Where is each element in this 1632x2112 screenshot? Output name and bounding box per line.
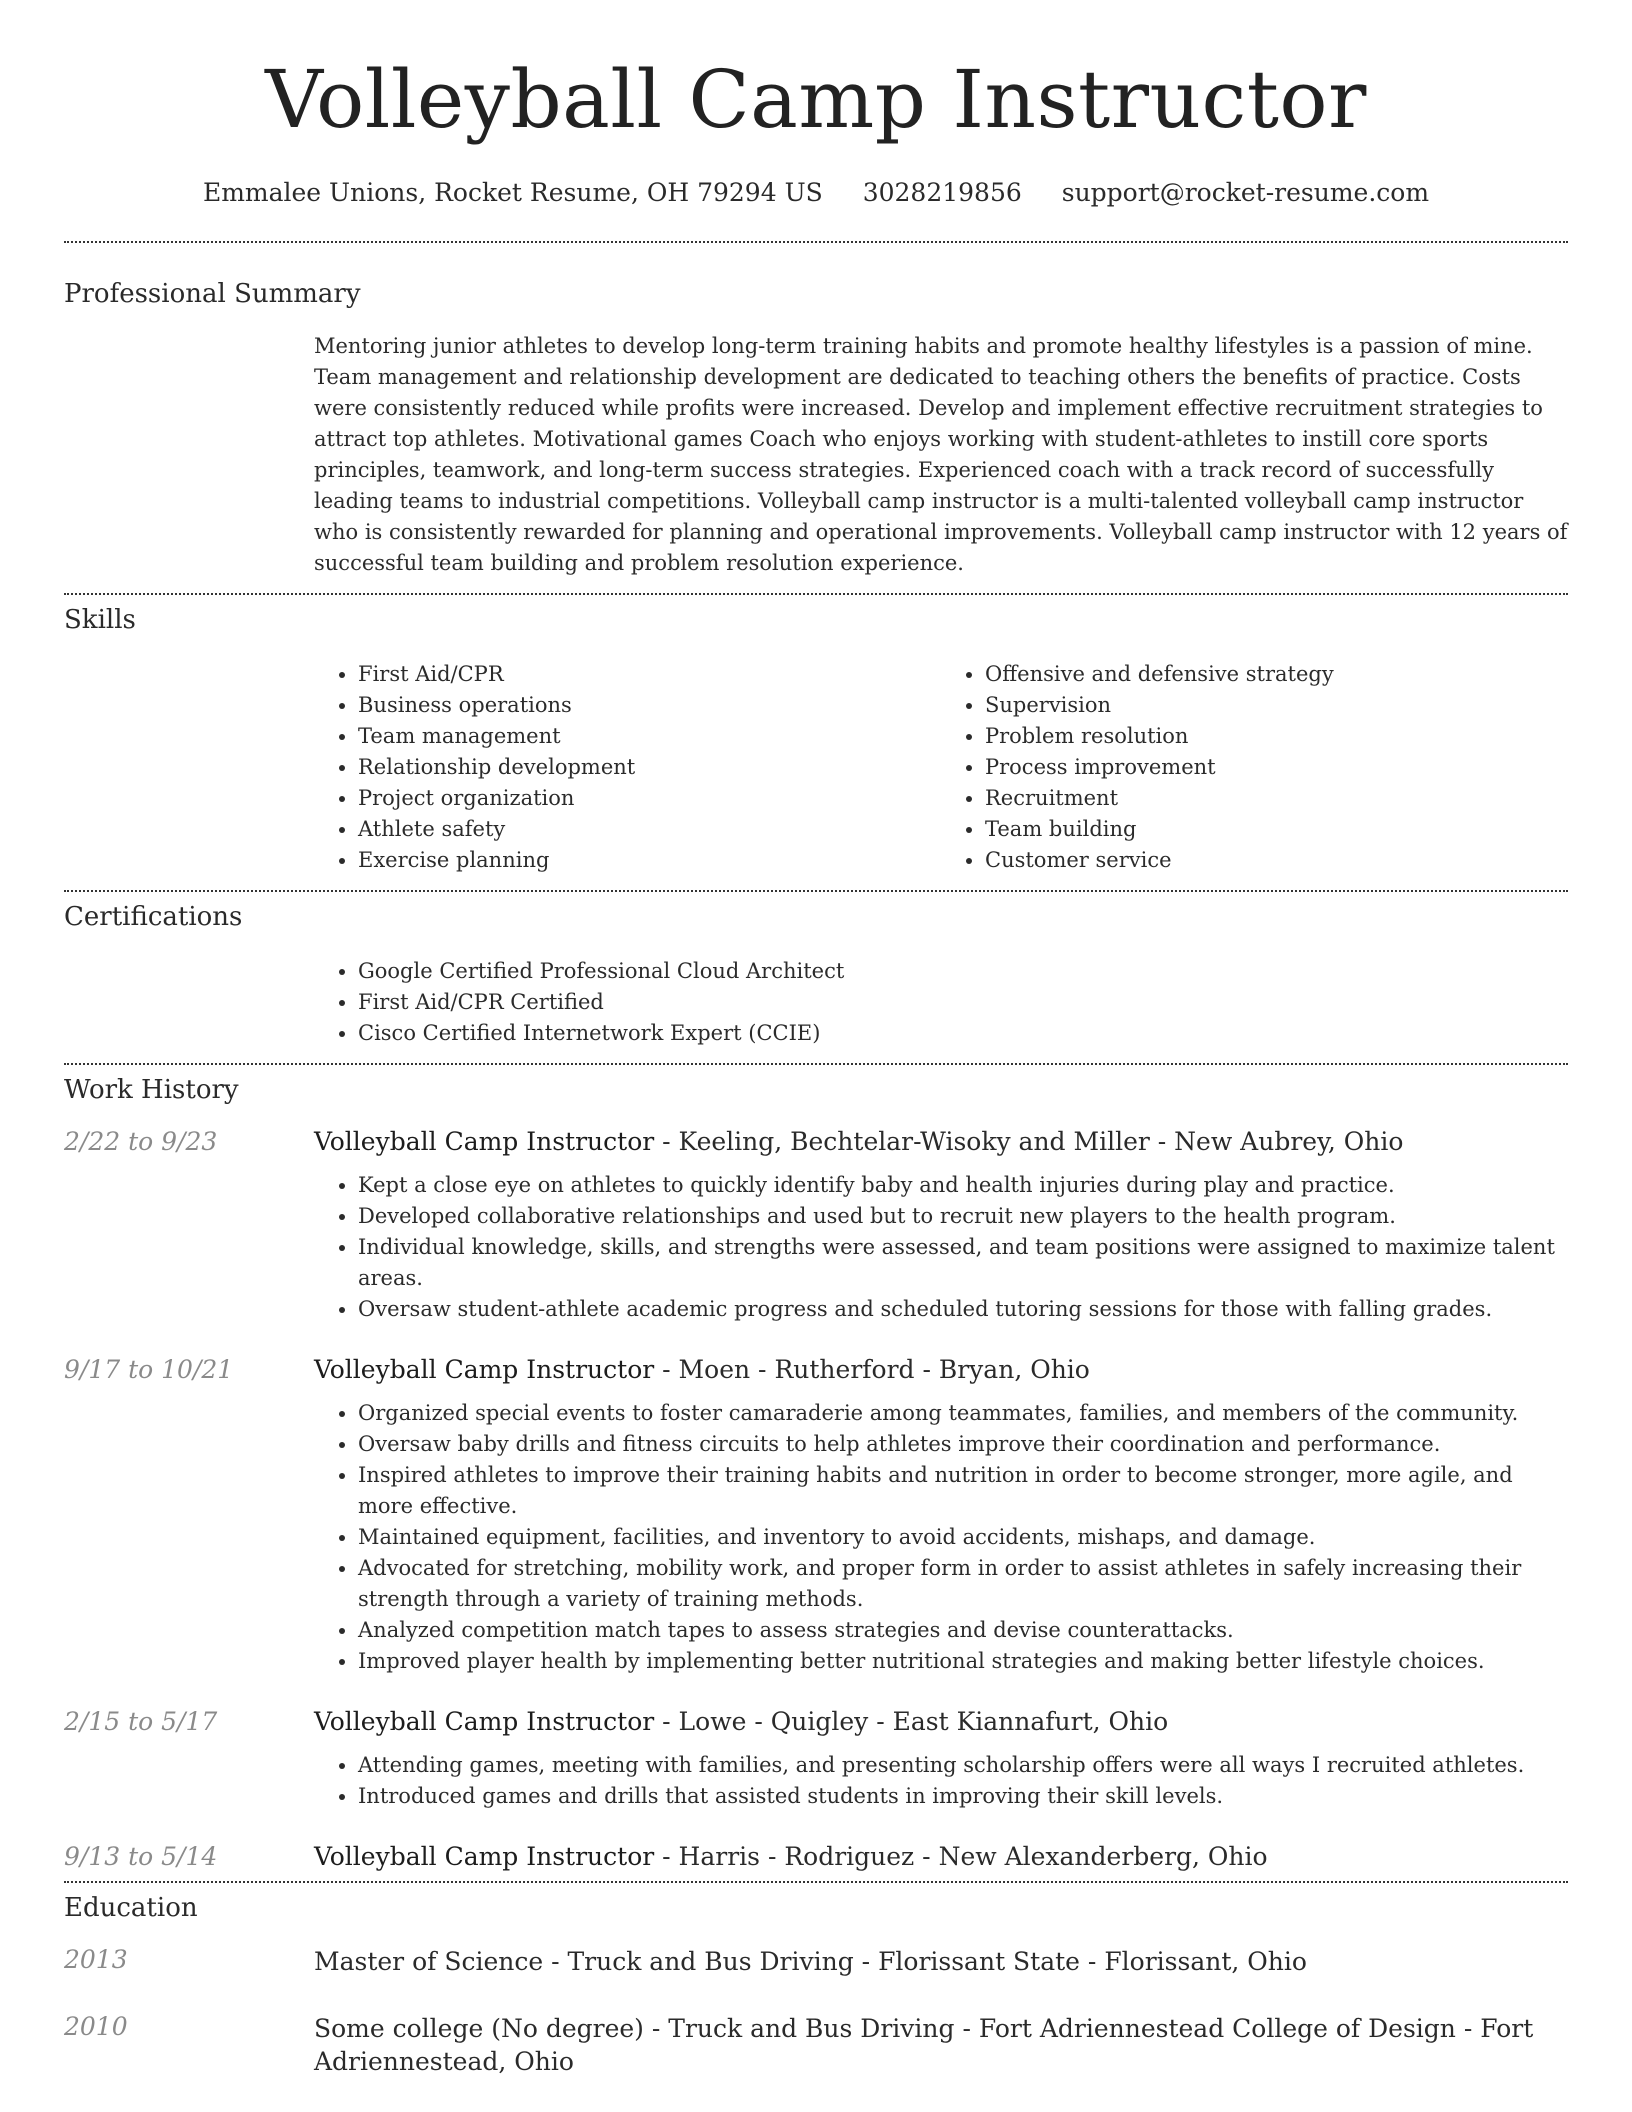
- education-entry: [64, 2012, 1568, 2078]
- skills-heading: Skills: [64, 605, 136, 635]
- work-bullet: • Developed collaborative relationships and used but to recruit new players to the health program.: [358, 1201, 1568, 1232]
- work-bullet: • Improved player health by implementing better nutritional strategies and making better lifestyle choices.: [358, 1646, 1568, 1677]
- contact-phone: 3028219856: [862, 178, 1022, 207]
- skill-item: • Business operations: [358, 690, 941, 721]
- work-entry: [64, 1842, 1568, 1871]
- work-entry: [64, 1127, 1568, 1325]
- skills-list-left: [314, 659, 941, 876]
- work-date: 2/15 to 5/17: [64, 1707, 218, 1736]
- resume-page: [64, 0, 1568, 2112]
- resume-title: Volleyball Camp Instructor: [265, 53, 1367, 146]
- work-date: 9/13 to 5/14: [64, 1842, 218, 1871]
- education-entry: [64, 1945, 1568, 1978]
- work-entry: [64, 1707, 1568, 1812]
- skill-item: • Relationship development: [358, 752, 941, 783]
- certifications-section: [64, 892, 1568, 1049]
- summary-text: Mentoring junior athletes to develop long-term training habits and promote healthy lifestyles is a passion of mine. Team management and relationship development are dedicated to teaching others the benefits of practice. Costs were consistently reduced while profits were increased. Develop and implement effective recruitment strategies to attract top athletes. Motivational games Coach who enjoys working with student-athletes to instill core sports principles, teamwork, and long-term success strategies. Experienced coach with a track record of successfully leading teams to industrial competitions. Volleyball camp instructor is a multi-talented volleyball camp instructor who is consistently rewarded for planning and operational improvements. Volleyball camp instructor with 12 years of successful team building and problem resolution experience.: [314, 334, 1568, 575]
- education-title: Some college (No degree) - Truck and Bus Driving - Fort Adriennestead College of Design - Fort Adriennestead, Ohio: [314, 2014, 1534, 2076]
- work-bullet: • Oversaw baby drills and fitness circuits to help athletes improve their coordination and performance.: [358, 1429, 1568, 1460]
- education-title: Master of Science - Truck and Bus Driving - Florissant State - Florissant, Ohio: [314, 1947, 1307, 1976]
- skill-item: • First Aid/CPR: [358, 659, 941, 690]
- work-bullet: • Advocated for stretching, mobility work, and proper form in order to assist athletes in safely increasing their strength through a variety of training methods.: [358, 1553, 1568, 1615]
- work-title: [314, 1707, 1568, 1736]
- work-bullet: • Maintained equipment, facilities, and inventory to avoid accidents, mishaps, and damage.: [358, 1522, 1568, 1553]
- work-employer: - Lowe - Quigley - East Kiannafurt, Ohio: [654, 1707, 1169, 1736]
- work-bullet: • Attending games, meeting with families, and presenting scholarship offers were all ways I recruited athletes.: [358, 1750, 1568, 1781]
- skill-item: • Project organization: [358, 783, 941, 814]
- contact-email: support@rocket-resume.com: [1061, 178, 1430, 207]
- education-date: 2013: [64, 1945, 128, 1974]
- work-title: [314, 1842, 1568, 1871]
- work-bullets: [314, 1170, 1568, 1325]
- skill-item: • Offensive and defensive strategy: [985, 659, 1568, 690]
- work-bullet-list: [314, 1170, 1568, 1325]
- skills-list-right: [941, 659, 1568, 876]
- work-role: Volleyball Camp Instructor: [314, 1127, 655, 1156]
- work-section: [64, 1065, 1568, 1871]
- summary-heading: Professional Summary: [64, 279, 361, 309]
- skill-item: • Supervision: [985, 690, 1568, 721]
- skill-item: • Problem resolution: [985, 721, 1568, 752]
- certifications-heading: Certifications: [64, 902, 243, 932]
- work-title: [314, 1355, 1568, 1384]
- certifications-block: [314, 956, 1568, 1049]
- work-heading: Work History: [64, 1075, 239, 1105]
- work-bullet-list: [314, 1398, 1568, 1677]
- work-bullet: • Individual knowledge, skills, and strengths were assessed, and team positions were assigned to maximize talent areas.: [358, 1232, 1568, 1294]
- work-role: Volleyball Camp Instructor: [314, 1355, 655, 1384]
- work-role: Volleyball Camp Instructor: [314, 1842, 655, 1871]
- skill-item: • Team management: [358, 721, 941, 752]
- skill-item: • Customer service: [985, 845, 1568, 876]
- work-bullet: • Organized special events to foster camaraderie among teammates, families, and members of the community.: [358, 1398, 1568, 1429]
- work-bullet: • Analyzed competition match tapes to assess strategies and devise counterattacks.: [358, 1615, 1568, 1646]
- contact-address: Emmalee Unions, Rocket Resume, OH 79294 US: [202, 178, 823, 207]
- work-bullet: • Oversaw student-athlete academic progress and scheduled tutoring sessions for those with falling grades.: [358, 1294, 1568, 1325]
- skills-section: [64, 595, 1568, 876]
- skill-item: • Exercise planning: [358, 845, 941, 876]
- education-date: 2010: [64, 2012, 128, 2041]
- certification-item: • Google Certified Professional Cloud Architect: [358, 956, 1568, 987]
- contact-line: [64, 178, 1568, 207]
- skill-item: • Athlete safety: [358, 814, 941, 845]
- work-employer: - Harris - Rodriguez - New Alexanderberg, Ohio: [654, 1842, 1268, 1871]
- work-bullets: [314, 1750, 1568, 1812]
- work-bullet-list: [314, 1750, 1568, 1812]
- work-entry: [64, 1355, 1568, 1677]
- education-section: [64, 1883, 1568, 2078]
- certifications-list: [314, 956, 1568, 1049]
- work-date: 9/17 to 10/21: [64, 1355, 234, 1384]
- skills-columns: [314, 659, 1568, 876]
- skill-item: • Recruitment: [985, 783, 1568, 814]
- certification-item: • Cisco Certified Internetwork Expert (CCIE): [358, 1018, 1568, 1049]
- work-date: 2/22 to 9/23: [64, 1127, 218, 1156]
- education-heading: Education: [64, 1893, 198, 1923]
- work-bullet: • Kept a close eye on athletes to quickly identify baby and health injuries during play and practice.: [358, 1170, 1568, 1201]
- work-bullet: • Inspired athletes to improve their training habits and nutrition in order to become stronger, more agile, and more effective.: [358, 1460, 1568, 1522]
- work-title: [314, 1127, 1568, 1156]
- education-entries: [64, 1945, 1568, 2078]
- work-employer: - Keeling, Bechtelar-Wisoky and Miller - New Aubrey, Ohio: [654, 1127, 1404, 1156]
- skill-item: • Team building: [985, 814, 1568, 845]
- work-bullet: • Introduced games and drills that assisted students in improving their skill levels.: [358, 1781, 1568, 1812]
- work-employer: - Moen - Rutherford - Bryan, Ohio: [654, 1355, 1090, 1384]
- certification-item: • First Aid/CPR Certified: [358, 987, 1568, 1018]
- work-bullets: [314, 1398, 1568, 1677]
- work-role: Volleyball Camp Instructor: [314, 1707, 655, 1736]
- summary-section: [64, 243, 1568, 579]
- work-entries: [64, 1127, 1568, 1871]
- skill-item: • Process improvement: [985, 752, 1568, 783]
